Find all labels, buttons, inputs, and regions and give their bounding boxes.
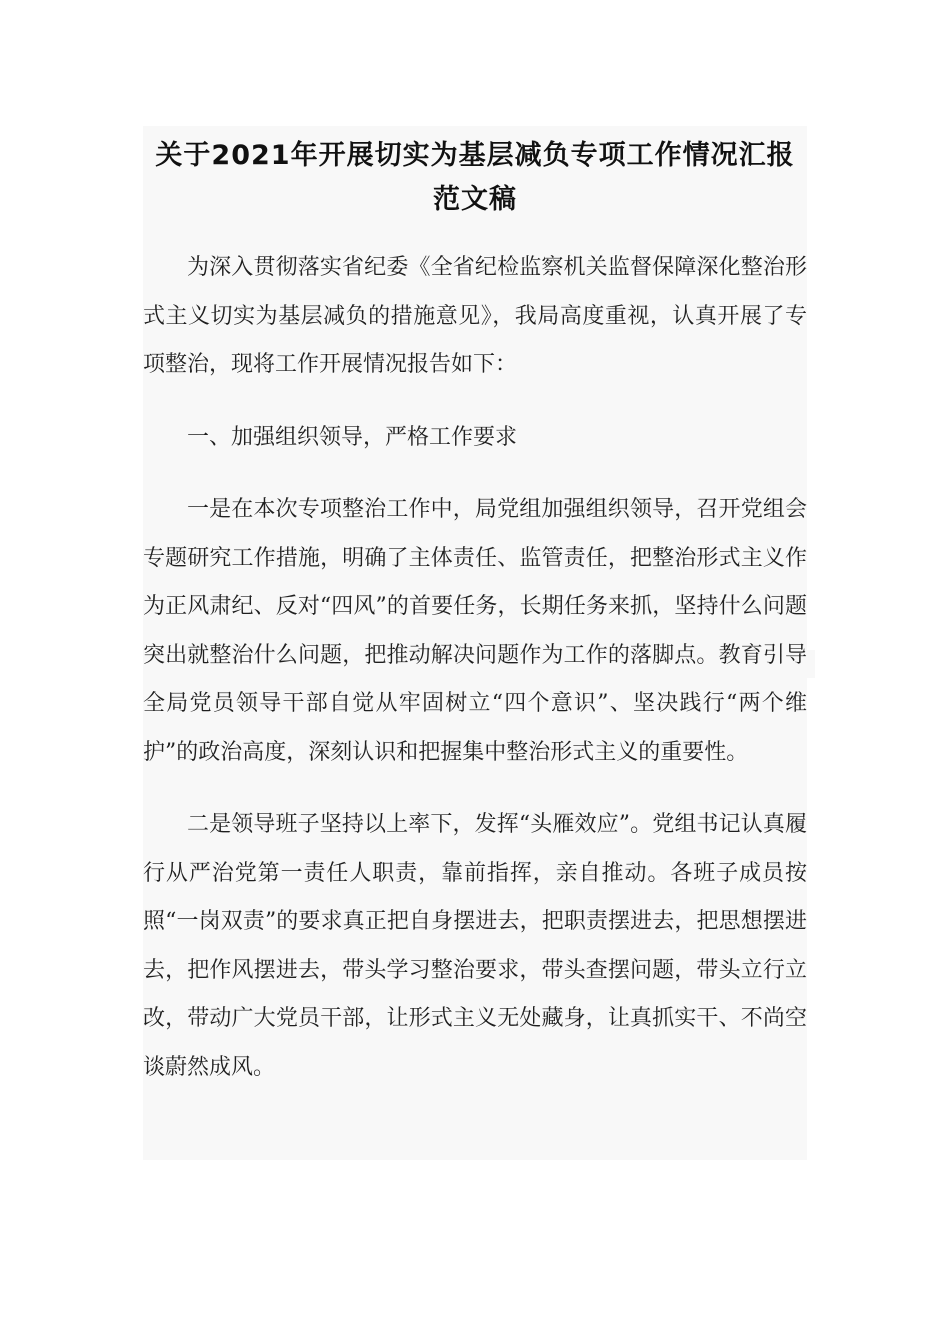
section-heading: 一、加强组织领导，严格工作要求: [187, 424, 518, 450]
title-line-1: 关于2021年开展切实为基层减负专项工作情况汇报: [155, 140, 795, 171]
document-page: [143, 126, 807, 1160]
page-edge-overflow: [807, 650, 815, 678]
body-paragraph-2: 二是领导班子坚持以上率下，发挥“头雁效应”。党组书记认真履行从严治党第一责任人职责，靠前指挥，亲自推动。各班子成员按照“一岗双责”的要求真正把自身摆进去，把职责摆进去，把思想摆进去，把作风摆进去，带头学习整治要求，带头查摆问题，带头立行立改，带动广大党员干部，让形式主义无处藏身，让真抓实干、不尚空谈蔚然成风。: [143, 812, 807, 1080]
body-paragraph-1: 一是在本次专项整治工作中，局党组加强组织领导，召开党组会专题研究工作措施，明确了主体责任、监管责任，把整治形式主义作为正风肃纪、反对“四风”的首要任务，长期任务来抓，坚持什么问题突出就整治什么问题，把推动解决问题作为工作的落脚点。教育引导全局党员领导干部自觉从牢固树立“四个意识”、坚决践行“两个维护”的政治高度，深刻认识和把握集中整治形式主义的重要性。: [143, 497, 807, 765]
title-line-2: 范文稿: [433, 184, 517, 215]
document-body: [143, 244, 807, 1092]
intro-paragraph: 为深入贯彻落实省纪委《全省纪检监察机关监督保障深化整治形式主义切实为基层减负的措施意见》，我局高度重视，认真开展了专项整治，现将工作开展情况报告如下：: [143, 255, 807, 377]
document-title: [143, 126, 807, 222]
